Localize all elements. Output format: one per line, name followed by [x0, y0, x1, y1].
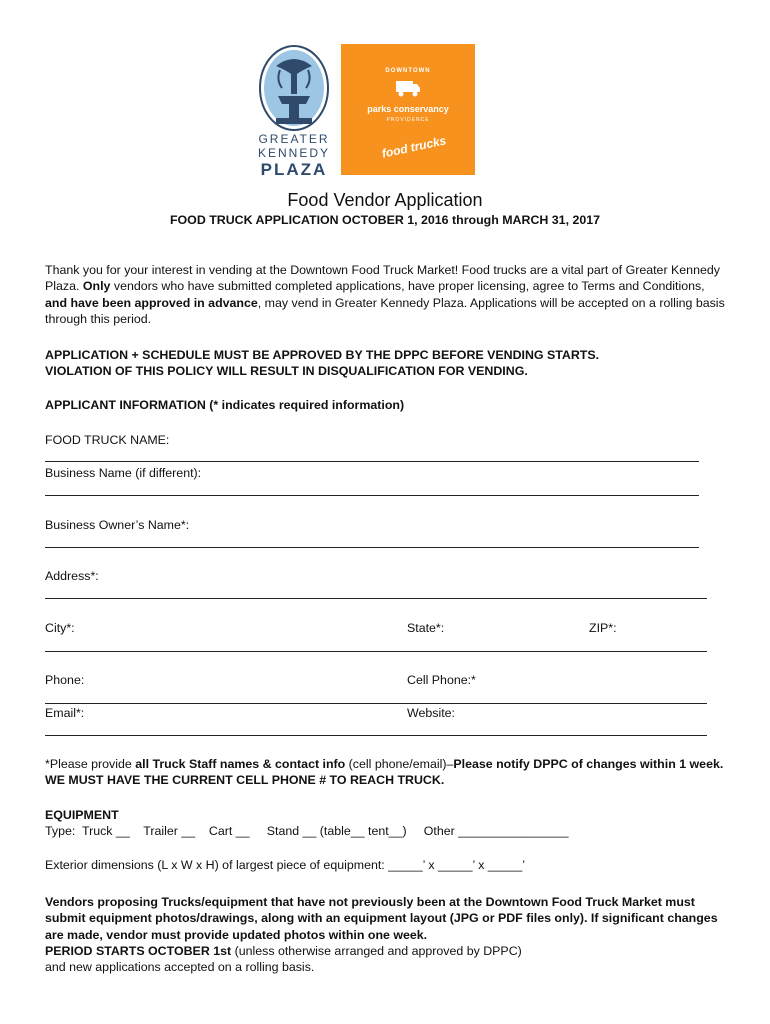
- owner-name-label: Business Owner’s Name*:: [45, 518, 190, 532]
- phone-label: Phone:: [45, 673, 85, 687]
- intro-text-2: vendors who have submitted completed applications, have proper licensing, agree to Terms and Conditions,: [110, 279, 705, 294]
- parks-conservancy-food-trucks-logo: [341, 44, 475, 175]
- period-starts: PERIOD STARTS OCTOBER 1st: [45, 943, 232, 958]
- email-label: Email*:: [45, 706, 85, 720]
- logo-line-greater: GREATER: [258, 132, 330, 146]
- staff-note-c: (cell phone/email)–: [345, 757, 454, 771]
- staff-note-b: all Truck Staff names & contact info: [135, 757, 346, 771]
- logo-food-trucks: food trucks: [380, 133, 448, 161]
- intro-text-1: Thank you for your interest in vending at the Downtown Food Truck Market! Food trucks are a vital part of Greater Kennedy Plaza.: [45, 263, 720, 294]
- intro-text-3: , may vend in Greater Kennedy Plaza. Applications will be accepted on a rolling basis through this period.: [45, 295, 725, 326]
- intro-only: Only: [82, 279, 111, 294]
- zip-label: ZIP*:: [589, 621, 617, 635]
- address-label: Address*:: [45, 569, 99, 583]
- greater-kennedy-plaza-logo: [256, 44, 332, 179]
- intro-paragraph: [45, 262, 725, 327]
- warning-line-1: APPLICATION + SCHEDULE MUST BE APPROVED BY THE DPPC BEFORE VENDING STARTS.: [45, 348, 600, 362]
- vendors-equipment-note: [45, 894, 721, 975]
- owner-name-field[interactable]: [45, 547, 699, 548]
- warning-line-2: VIOLATION OF THIS POLICY WILL RESULT IN DISQUALIFICATION FOR VENDING.: [45, 364, 528, 379]
- truck-icon: [395, 78, 421, 98]
- business-name-label: Business Name (if different):: [45, 466, 202, 480]
- website-label: Website:: [407, 706, 455, 720]
- equipment-heading: EQUIPMENT: [45, 808, 119, 822]
- rolling-basis-note: and new applications accepted on a rolling basis.: [45, 960, 315, 975]
- staff-note-d: Please notify DPPC of changes within 1 week. WE MUST HAVE THE CURRENT CELL PHONE # TO REACH TRUCK.: [45, 757, 724, 788]
- logo-line-plaza: PLAZA: [260, 160, 328, 179]
- intro-approved: and have been approved in advance: [45, 295, 258, 310]
- food-truck-name-label: FOOD TRUCK NAME:: [45, 433, 170, 447]
- cell-phone-label: Cell Phone:*: [407, 673, 476, 687]
- staff-note-a: *Please provide: [45, 757, 136, 771]
- food-truck-name-field[interactable]: [45, 461, 699, 462]
- phone-field[interactable]: [45, 703, 707, 704]
- business-name-field[interactable]: [45, 495, 699, 496]
- email-website-field[interactable]: [45, 735, 707, 736]
- equipment-type-line[interactable]: Type: Truck __ Trailer __ Cart __ Stand __ (table__ tent__) Other ________________: [45, 824, 569, 838]
- city-state-zip-field[interactable]: [45, 651, 707, 652]
- staff-contact-note: [45, 756, 725, 789]
- logo-providence: PROVIDENCE: [386, 117, 430, 123]
- page-title: Food Vendor Application: [287, 190, 483, 210]
- warning-notice: [45, 347, 735, 380]
- address-field[interactable]: [45, 598, 707, 599]
- vendors-note-bold: Vendors proposing Trucks/equipment that have not previously been at the Downtown Food Truck Market must submit equipment photos/drawings, along with an equipment layout (JPG or PDF files only). If significant changes are made, vendor must provide updated photos within one week.: [45, 895, 718, 942]
- period-rest: (unless otherwise arranged and approved by DPPC): [231, 943, 522, 958]
- logo-parks-conservancy: parks conservancy: [367, 104, 449, 114]
- city-label: City*:: [45, 621, 75, 635]
- page-subtitle: FOOD TRUCK APPLICATION OCTOBER 1, 2016 through MARCH 31, 2017: [169, 213, 601, 227]
- applicant-info-heading: APPLICANT INFORMATION (* indicates required information): [45, 398, 405, 412]
- state-label: State*:: [407, 621, 445, 635]
- equipment-dimensions[interactable]: Exterior dimensions (L x W x H) of largest piece of equipment: _____’ x _____’ x _____’: [45, 858, 526, 872]
- logo-downtown: DOWNTOWN: [385, 68, 431, 74]
- logo-line-kennedy: KENNEDY: [257, 146, 330, 160]
